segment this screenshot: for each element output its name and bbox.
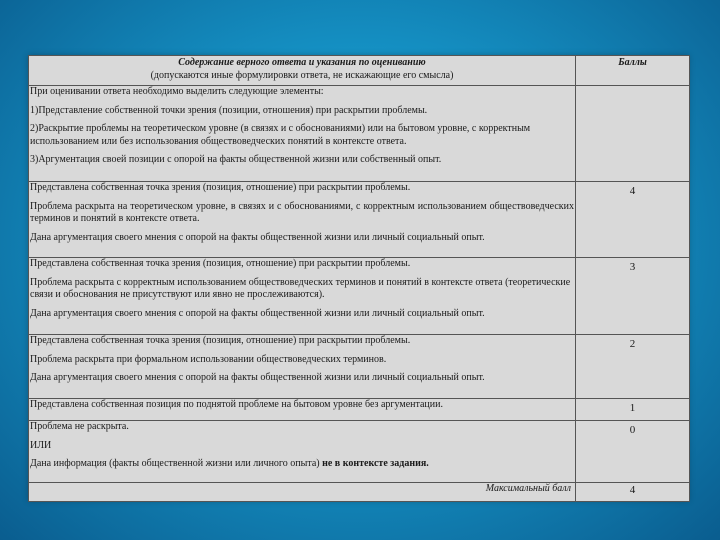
criterion-line: Представлена собственная точка зрения (позиция, отношение) при раскрытии проблемы. bbox=[30, 258, 411, 269]
criterion-line: Дана аргументация своего мнения с опорой на факты общественной жизни или личный социальный опыт. bbox=[30, 307, 485, 319]
criterion-line: Дана аргументация своего мнения с опорой на факты общественной жизни или личный социальный опыт. bbox=[30, 372, 485, 383]
criterion-line bbox=[30, 458, 574, 471]
criterion-line: ИЛИ bbox=[30, 439, 52, 451]
score-row-1 bbox=[29, 399, 690, 421]
criterion-line: Представлена собственная точка зрения (позиция, отношение) при раскрытии проблемы. bbox=[30, 335, 411, 346]
intro-cell bbox=[29, 86, 576, 182]
score-value: 0 bbox=[576, 421, 690, 483]
header-row bbox=[29, 56, 690, 86]
intro-item: 1)Представление собственной точки зрения (позиции, отношения) при раскрытии проблемы. bbox=[30, 104, 428, 116]
score-value: 1 bbox=[576, 399, 690, 421]
points-header-cell bbox=[576, 56, 690, 86]
criterion-line: Дана аргументация своего мнения с опорой на факты общественной жизни или личный социальный опыт. bbox=[30, 231, 485, 243]
criterion-line: Проблема не раскрыта. bbox=[30, 421, 129, 432]
score-value: 2 bbox=[576, 335, 690, 399]
intro-lead: При оценивании ответа необходимо выделить следующие элементы: bbox=[30, 86, 324, 97]
criterion-text: Дана информация (факты общественной жизни или личного опыта) bbox=[30, 458, 320, 469]
intro-score-cell bbox=[576, 86, 690, 182]
criteria-cell bbox=[29, 258, 576, 335]
intro-item: 2)Раскрытие проблемы на теоретическом уровне (в связях и с обоснованиями) или на бытовом уровне, с корректным использованием или без использования обществоведческих понятий в контексте ответа. bbox=[30, 123, 531, 147]
score-row-3 bbox=[29, 258, 690, 335]
points-label: Баллы bbox=[618, 57, 647, 68]
criteria-cell bbox=[29, 399, 576, 421]
criteria-cell bbox=[29, 421, 576, 483]
criterion-line: Представлена собственная точка зрения (позиция, отношение) при раскрытии проблемы. bbox=[30, 182, 411, 193]
header-subtitle: (допускаются иные формулировки ответа, не искажающие его смысла) bbox=[150, 70, 454, 81]
score-row-2 bbox=[29, 335, 690, 399]
criteria-cell bbox=[29, 182, 576, 258]
max-score-label: Максимальный балл bbox=[29, 483, 576, 502]
criteria-cell bbox=[29, 335, 576, 399]
score-row-4 bbox=[29, 182, 690, 258]
max-score-value: 4 bbox=[576, 483, 690, 502]
score-row-0 bbox=[29, 421, 690, 483]
criterion-line: Проблема раскрыта с корректным использованием обществоведческих терминов и понятий в контексте ответа (теоретические связи и обоснования не присутствуют или явно не прослеживаются). bbox=[30, 276, 571, 300]
criterion-line: Представлена собственная позиция по поднятой проблеме на бытовом уровне без аргументации. bbox=[30, 399, 443, 410]
max-score-row bbox=[29, 483, 690, 502]
header-title: Содержание верного ответа и указания по оцениванию bbox=[178, 57, 426, 68]
score-value: 4 bbox=[576, 182, 690, 258]
intro-item: 3)Аргументация своей позиции с опорой на факты общественной жизни или собственный опыт. bbox=[30, 154, 442, 165]
score-value: 3 bbox=[576, 258, 690, 335]
criteria-table bbox=[28, 55, 690, 502]
intro-row bbox=[29, 86, 690, 182]
criterion-emphasis: не в контексте задания. bbox=[322, 458, 429, 469]
header-cell bbox=[29, 56, 576, 86]
criterion-line: Проблема раскрыта при формальном использовании обществоведческих терминов. bbox=[30, 353, 387, 365]
criterion-line: Проблема раскрыта на теоретическом уровне, в связях и с обоснованиями, с корректным использованием обществоведческих терминов и понятий в контексте ответа. bbox=[30, 200, 574, 224]
